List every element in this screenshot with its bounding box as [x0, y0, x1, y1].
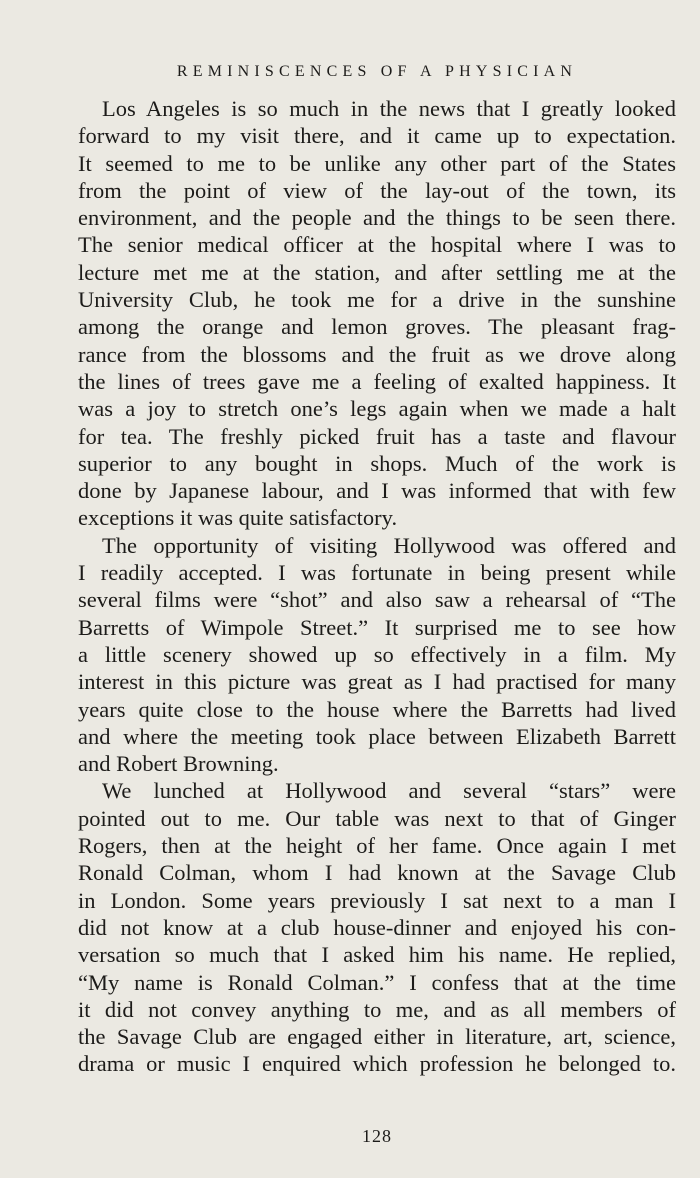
- text-line: versation so much that I asked him his name. He replied,: [78, 942, 676, 968]
- text-line: University Club, he took me for a drive in the sunshine: [78, 287, 676, 313]
- text-line: done by Japanese labour, and I was informed that with few: [78, 478, 676, 504]
- text-line: interest in this picture was great as I had practised for many: [78, 669, 676, 695]
- text-line: was a joy to stretch one’s legs again when we made a halt: [78, 396, 676, 422]
- text-line: pointed out to me. Our table was next to that of Ginger: [78, 805, 676, 831]
- text-line: drama or music I enquired which profession he belonged to.: [78, 1051, 676, 1077]
- text-line: I readily accepted. I was fortunate in being present while: [78, 560, 676, 586]
- text-line: We lunched at Hollywood and several “stars” were: [102, 778, 676, 804]
- text-line: the Savage Club are engaged either in literature, art, science,: [78, 1024, 676, 1050]
- text-line: The opportunity of visiting Hollywood was offered and: [102, 532, 676, 558]
- running-head: REMINISCENCES OF A PHYSICIAN: [176, 63, 578, 80]
- text-line: environment, and the people and the things to be seen there.: [78, 205, 676, 231]
- text-line: from the point of view of the lay-out of the town, its: [78, 177, 676, 203]
- text-line: the lines of trees gave me a feeling of exalted happiness. It: [78, 368, 676, 394]
- text-line: exceptions it was quite satisfactory.: [78, 505, 398, 531]
- text-line: a little scenery showed up so effectively in a film. My: [78, 641, 676, 667]
- text-line: “My name is Ronald Colman.” I confess that at the time: [78, 969, 676, 995]
- text-line: Barretts of Wimpole Street.” It surprised me to see how: [78, 614, 676, 640]
- text-line: for tea. The freshly picked fruit has a taste and flavour: [78, 423, 676, 449]
- text-line: The senior medical officer at the hospital where I was to: [78, 232, 676, 258]
- text-line: it did not convey anything to me, and as all members of: [78, 996, 676, 1022]
- text-line: and Robert Browning.: [78, 751, 279, 777]
- text-line: among the orange and lemon groves. The pleasant frag-: [78, 314, 676, 340]
- body-text: [78, 95, 676, 1078]
- text-line: Los Angeles is so much in the news that I greatly looked: [102, 96, 676, 121]
- text-line: forward to my visit there, and it came up to expectation.: [78, 123, 676, 149]
- text-line: rance from the blossoms and the fruit as we drove along: [78, 341, 676, 367]
- text-line: Rogers, then at the height of her fame. Once again I met: [78, 833, 676, 859]
- text-line: Ronald Colman, whom I had known at the Savage Club: [78, 860, 676, 886]
- text-line: lecture met me at the station, and after settling me at the: [78, 259, 676, 285]
- text-line: did not know at a club house-dinner and enjoyed his con-: [78, 914, 676, 940]
- text-line: several films were “shot” and also saw a rehearsal of “The: [78, 587, 676, 613]
- text-line: It seemed to me to be unlike any other part of the States: [78, 150, 676, 176]
- text-line: and where the meeting took place between Elizabeth Barrett: [78, 723, 676, 749]
- text-line: superior to any bought in shops. Much of the work is: [78, 450, 676, 476]
- text-line: in London. Some years previously I sat next to a man I: [78, 887, 676, 913]
- page-number: 128: [362, 1126, 392, 1146]
- text-line: years quite close to the house where the Barretts had lived: [78, 696, 676, 722]
